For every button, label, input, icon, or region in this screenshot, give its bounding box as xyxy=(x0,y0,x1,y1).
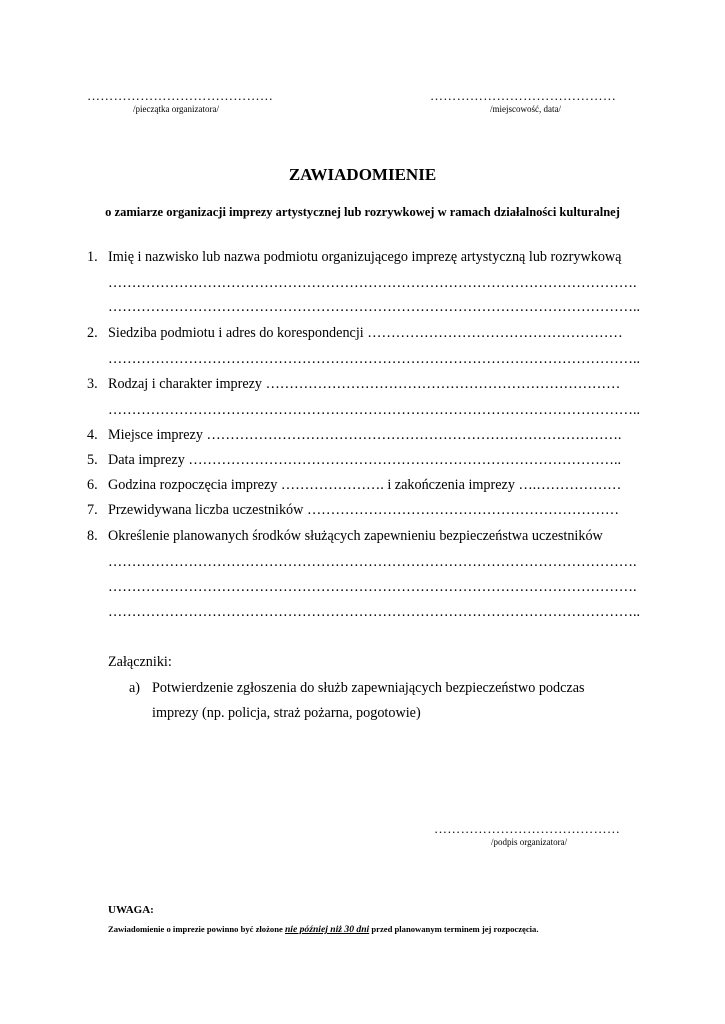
note-deadline-emphasis: nie później niż 30 dni xyxy=(284,924,370,935)
item-4-number: 4. xyxy=(87,427,98,443)
attachment-a-letter: a) xyxy=(129,680,141,696)
document-title: ZAWIADOMIENIE xyxy=(288,165,437,184)
note-text-before: Zawiadomienie o imprezie powinno być złożone xyxy=(108,924,285,934)
item-8-fill-line-2: …………………………………………………………………………………………………. xyxy=(108,579,637,595)
attachment-a-line-2: imprezy (np. policja, straż pożarna, pogotowie) xyxy=(152,705,421,721)
item-1-text: Imię i nazwisko lub nazwa podmiotu organizującego imprezę artystyczną lub rozrywkową xyxy=(108,249,622,265)
item-7-number: 7. xyxy=(87,502,98,518)
note-text-after: przed planowanym terminem jej rozpoczęcia. xyxy=(369,924,539,934)
place-date-dots: …………………………………… xyxy=(430,88,617,103)
item-5-text: Data imprezy ……………………………………………………………………………….. xyxy=(108,452,622,468)
item-2-fill-line-1: ………………………………………………………………………………………………….. xyxy=(108,351,641,367)
item-2-number: 2. xyxy=(87,325,98,341)
item-3-number: 3. xyxy=(87,376,98,392)
attachment-a-line-1: Potwierdzenie zgłoszenia do służb zapewniających bezpieczeństwo podczas xyxy=(152,680,585,696)
item-2-text: Siedziba podmiotu i adres do korespondencji ……………………………………………… xyxy=(108,325,623,341)
item-8-fill-line-3: ………………………………………………………………………………………………….. xyxy=(108,604,641,620)
note-heading: UWAGA: xyxy=(108,904,154,916)
item-1-fill-line-2: ………………………………………………………………………………………………….. xyxy=(108,299,641,315)
signature-caption: /podpis organizatora/ xyxy=(491,837,568,847)
item-1-fill-line-1: …………………………………………………………………………………………………. xyxy=(108,275,637,291)
item-8-text: Określenie planowanych środków służących zapewnieniu bezpieczeństwa uczestników xyxy=(108,528,603,544)
document-subtitle: o zamiarze organizacji imprezy artystycznej lub rozrywkowej w ramach działalności kulturalnej xyxy=(105,205,620,219)
item-4-text: Miejsce imprezy ……………………………………………………………………………. xyxy=(108,427,622,443)
item-8-number: 8. xyxy=(87,528,98,544)
item-6-text: Godzina rozpoczęcia imprezy …………………. i zakończenia imprezy ….……………… xyxy=(108,477,622,493)
stamp-caption: /pieczątka organizatora/ xyxy=(133,104,220,114)
stamp-dots: …………………………………… xyxy=(87,88,274,103)
item-8-fill-line-1: …………………………………………………………………………………………………. xyxy=(108,554,637,570)
item-3-fill-line-1: ………………………………………………………………………………………………….. xyxy=(108,402,641,418)
item-1-number: 1. xyxy=(87,249,98,265)
place-date-caption: /miejscowość, data/ xyxy=(490,104,561,114)
item-3-text: Rodzaj i charakter imprezy ………………………………………………………………… xyxy=(108,376,621,392)
attachments-heading: Załączniki: xyxy=(108,654,172,670)
item-7-text: Przewidywana liczba uczestników ………………………………………………………… xyxy=(108,502,620,518)
signature-dots: …………………………………… xyxy=(434,821,621,836)
item-6-number: 6. xyxy=(87,477,98,493)
item-5-number: 5. xyxy=(87,452,98,468)
note-text xyxy=(108,924,539,935)
